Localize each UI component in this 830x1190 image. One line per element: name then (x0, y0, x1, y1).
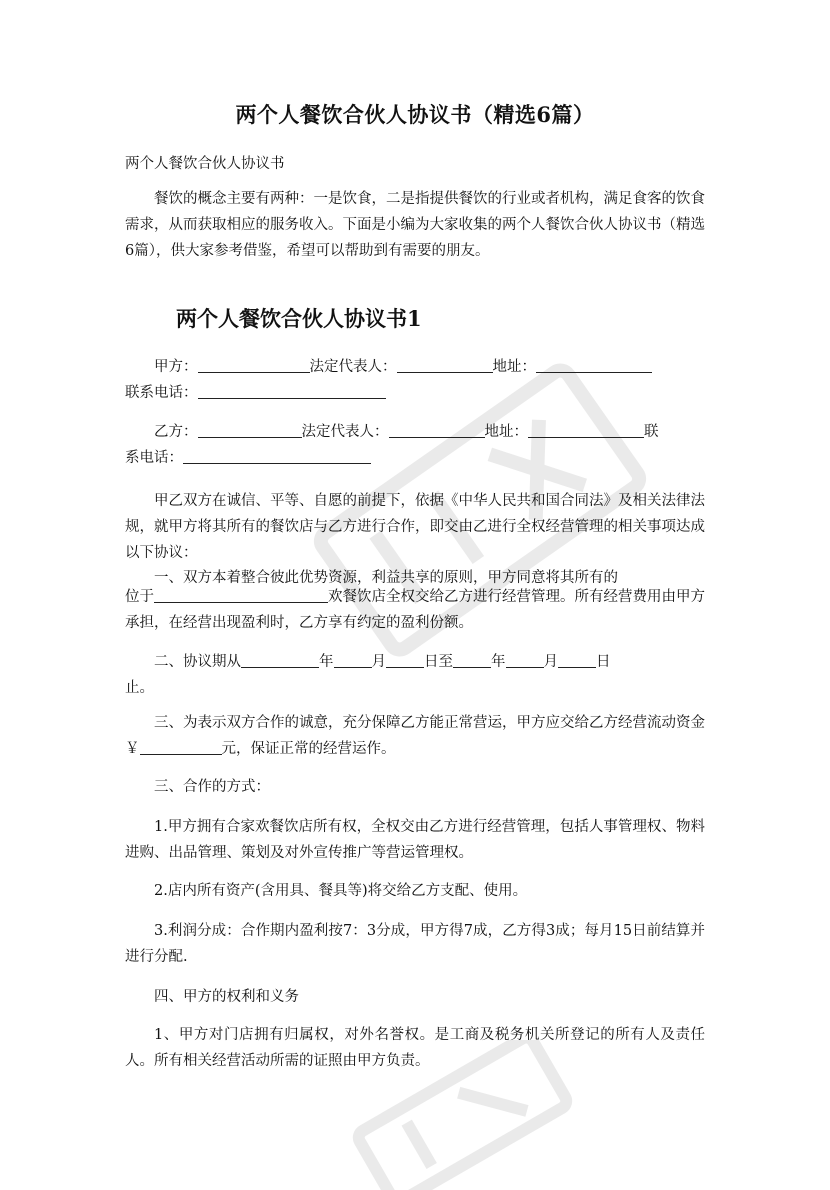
party-a-rep-label: 法定代表人： (309, 359, 397, 375)
section-title: 两个人餐饮合伙人协议书1 (176, 306, 422, 331)
party-b-phone-line (125, 446, 371, 467)
party-a-phone-line (125, 381, 386, 402)
clause-1-text-a: 一、双方本着整合彼此优势资源，利益共享的原则，甲方同意将其所有的 (154, 570, 618, 586)
clause-2-year: 年 (319, 654, 334, 670)
party-b-rep-blank (389, 421, 485, 438)
party-a-phone-label: 联系电话： (125, 385, 198, 401)
clause-2-day-to: 日至 (424, 654, 453, 670)
clause-2-month: 月 (371, 654, 386, 670)
clause-1-body (125, 584, 705, 636)
party-a-address-blank (536, 356, 652, 373)
clause-4-item-2: 2.店内所有资产(含用具、餐具等)将交给乙方支配、使用。 (154, 883, 528, 899)
clause-2-end-line (125, 676, 154, 697)
clause-2-month-blank (334, 651, 372, 668)
party-b-phone-blank (183, 447, 371, 464)
party-b-address-label: 地址： (484, 424, 528, 440)
party-b-address-blank (528, 421, 644, 438)
clause-2-day2: 日 (596, 654, 611, 670)
clause-2-text-a: 二、协议期从 (154, 654, 241, 670)
document-subheading: 两个人餐饮合伙人协议书 (125, 156, 285, 172)
party-b-rep-label: 法定代表人： (301, 424, 389, 440)
party-a-name-blank (198, 356, 310, 373)
clause-2-day-blank (386, 651, 424, 668)
clause-4-heading: 三、合作的方式： (154, 779, 270, 795)
clause-3-amount-blank (140, 738, 222, 755)
clause-1-text-b: 位于 (125, 589, 154, 605)
intro-paragraph: 餐饮的概念主要有两种：一是饮食，二是指提供餐饮的行业或者机构，满足食客的饮食需求，从而获取相应的服务收入。下面是小编为大家收集的两个人餐饮合伙人协议书（精选6篇），供大家参考借鉴，希望可以帮助到有需要的朋友。 (125, 191, 705, 259)
clause-4-item-1: 1.甲方拥有合家欢餐饮店所有权，全权交由乙方进行经营管理，包括人事管理权、物料进购、出品管理、策划及对外宣传推广等营运管理权。 (125, 819, 705, 861)
clause-4-item-3: 3.利润分成：合作期内盈利按7：3分成，甲方得7成，乙方得3成；每月15日前结算并进行分配. (125, 923, 705, 965)
party-a-address-label: 地址： (492, 359, 536, 375)
clause-2-year2: 年 (491, 654, 506, 670)
clause-3-text-b: 元，保证正常的经营运作。 (221, 741, 396, 757)
party-b-label: 乙方： (154, 424, 198, 440)
document-title: 两个人餐饮合伙人协议书（精选6篇） (235, 102, 595, 127)
party-a-phone-blank (198, 382, 386, 399)
preamble-paragraph: 甲乙双方在诚信、平等、自愿的前提下，依据《中华人民共和国合同法》及相关法律法规，就甲方将其所有的餐饮店与乙方进行合作，即交由乙进行全权经营管理的相关事项达成以下协议： (125, 493, 705, 561)
clause-3-paragraph (125, 710, 705, 762)
clause-1-location-blank (154, 586, 328, 603)
clause-2-line (125, 650, 611, 671)
clause-1-text-c: 欢餐饮店全权交给乙方进行经营管理。所有经营费用由甲方承担，在经营出现盈利时，乙方享有约定的盈利份额。 (125, 589, 705, 631)
clause-2-year2-blank (453, 651, 491, 668)
party-b-line (125, 420, 659, 441)
party-a-rep-blank (397, 356, 493, 373)
party-a-label: 甲方： (154, 359, 198, 375)
party-b-phone-label-1: 联 (644, 424, 659, 440)
clause-5-item-1: 1、甲方对门店拥有归属权，对外名誉权。是工商及税务机关所登记的所有人及责任人。所有相关经营活动所需的证照由甲方负责。 (125, 1027, 705, 1069)
clause-2-year-blank (241, 651, 319, 668)
clause-2-month2-blank (506, 651, 544, 668)
clause-5-heading: 四、甲方的权利和义务 (154, 989, 299, 1005)
clause-2-end: 止。 (125, 680, 154, 696)
party-b-phone-label-2: 系电话： (125, 450, 183, 466)
party-a-line (125, 355, 652, 376)
clause-2-month2: 月 (543, 654, 558, 670)
clause-2-day2-blank (558, 651, 596, 668)
clause-3-text-a: 三、为表示双方合作的诚意，充分保障乙方能正常营运，甲方应交给乙方经营流动资金￥ (125, 715, 705, 757)
party-b-name-blank (198, 421, 302, 438)
